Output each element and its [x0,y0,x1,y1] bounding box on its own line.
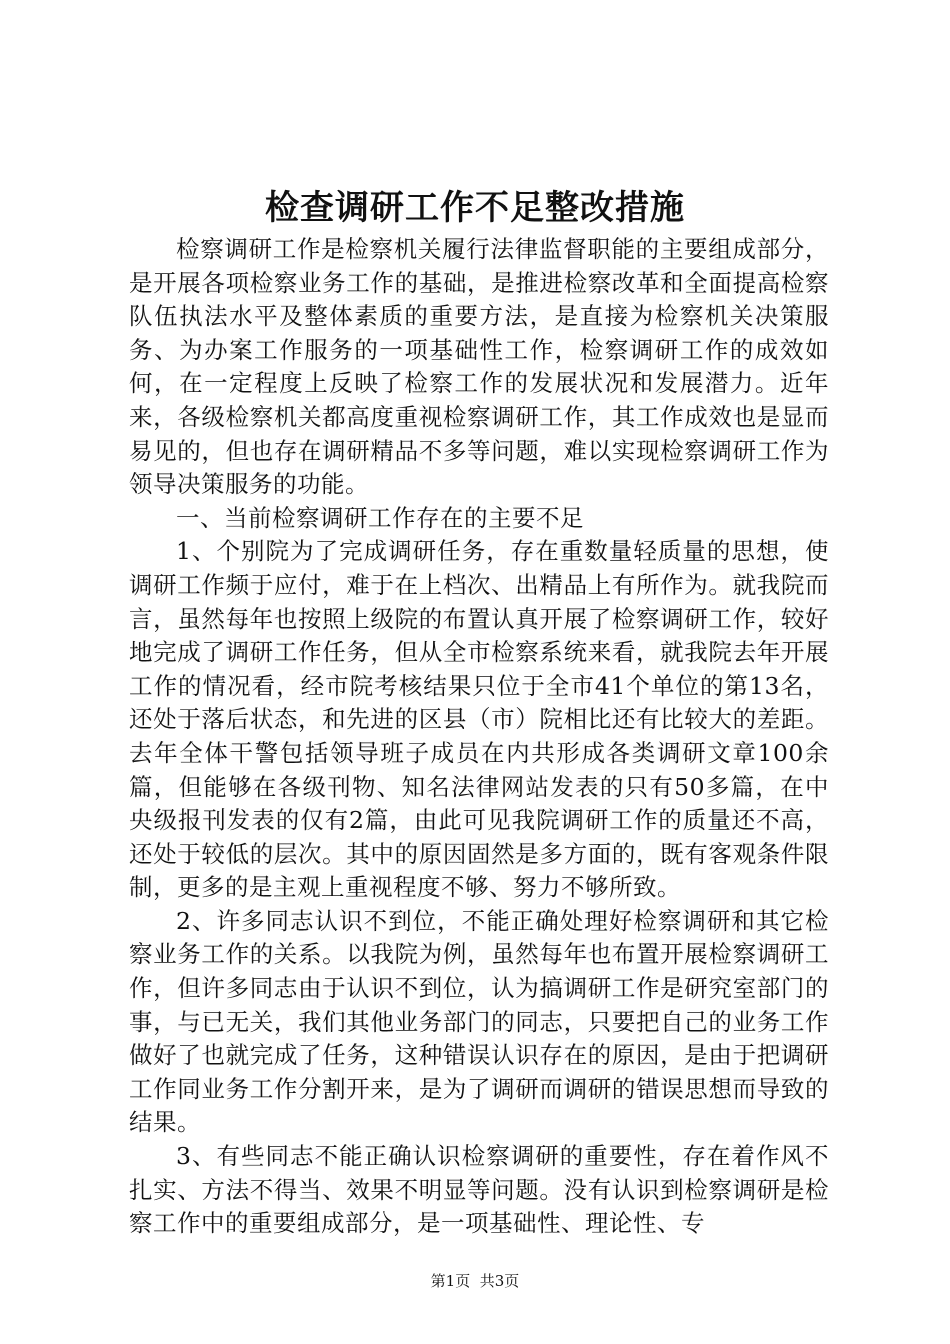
page-number: 第1页 [430,1272,471,1290]
paragraph-intro: 检察调研工作是检察机关履行法律监督职能的主要组成部分，是开展各项检察业务工作的基础，是推进检察改革和全面提高检察队伍执法水平及整体素质的重要方法，是直接为检察机关决策服务、为办案工作服务的一项基础性工作，检察调研工作的成效如何，在一定程度上反映了检察工作的发展状况和发展潜力。近年来，各级检察机关都高度重视检察调研工作，其工作成效也是显而易见的，但也存在调研精品不多等问题，难以实现检察调研工作为领导决策服务的功能。 [129,235,829,499]
section-heading: 一、当前检察调研工作存在的主要不足 [176,503,584,532]
paragraph-point-1: 1、个别院为了完成调研任务，存在重数量轻质量的思想，使调研工作频于应付，难于在上档次、出精品上有所作为。就我院而言，虽然每年也按照上级院的布置认真开展了检察调研工作，较好地完成了调研工作任务，但从全市检察系统来看，就我院去年开展工作的情况看，经市院考核结果只位于全市41个单位的第13名，还处于落后状态，和先进的区县（市）院相比还有比较大的差距。去年全体干警包括领导班子成员在内共形成各类调研文章100余篇，但能够在各级刊物、知名法律网站发表的只有50多篇，在中央级报刊发表的仅有2篇，由此可见我院调研工作的质量还不高，还处于较低的层次。其中的原因固然是多方面的，既有客观条件限制，更多的是主观上重视程度不够、努力不够所致。 [129,537,829,902]
document-title: 检查调研工作不足整改措施 [265,188,685,228]
document-body [129,233,829,1241]
paragraph-point-3: 3、有些同志不能正确认识检察调研的重要性，存在着作风不扎实、方法不得当、效果不明显等问题。没有认识到检察调研是检察工作中的重要组成部分，是一项基础性、理论性、专 [129,1142,829,1238]
paragraph-point-2: 2、许多同志认识不到位，不能正确处理好检察调研和其它检察业务工作的关系。以我院为例，虽然每年也布置开展检察调研工作，但许多同志由于认识不到位，认为搞调研工作是研究室部门的事，与已无关，我们其他业务部门的同志，只要把自己的业务工作做好了也就完成了任务，这种错误认识存在的原因，是由于把调研工作同业务工作分割开来，是为了调研而调研的错误思想而导致的结果。 [129,906,829,1137]
page-footer [0,1271,950,1291]
page-total: 共3页 [479,1272,520,1290]
